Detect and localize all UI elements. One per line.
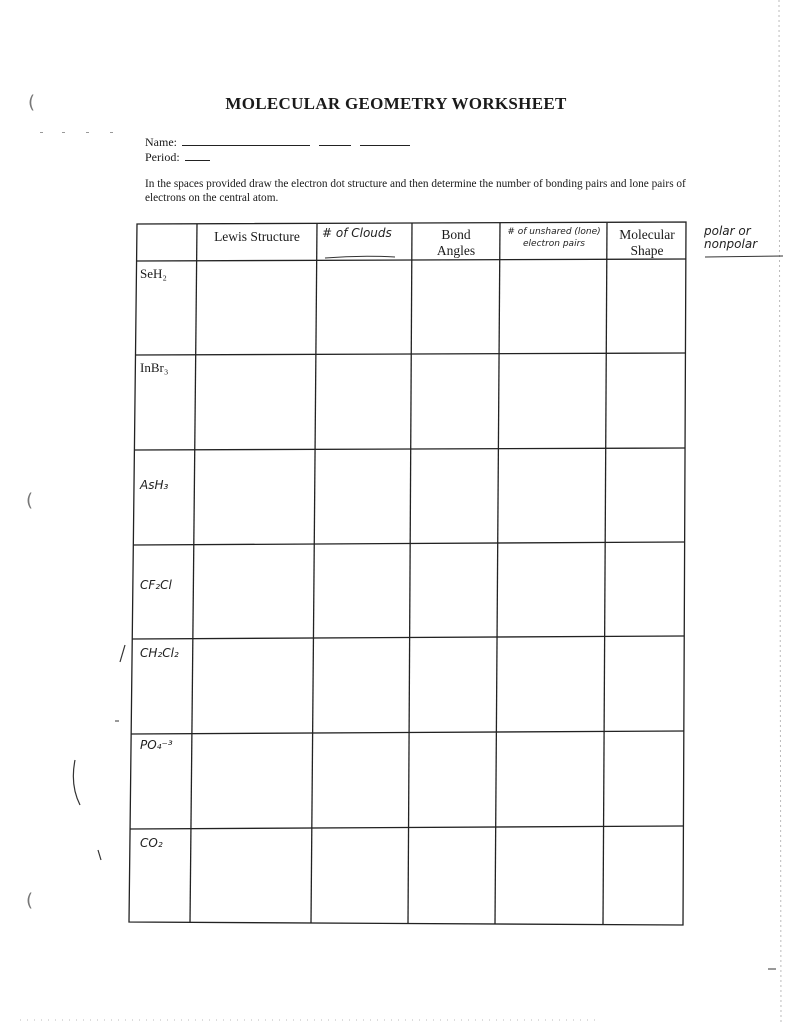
- row-label-ash3: AsH₃: [140, 478, 169, 492]
- row-divider-2: [134, 448, 685, 450]
- side-note-line2: nonpolar: [704, 237, 758, 251]
- name-label: Name:: [145, 135, 177, 149]
- header-lewis-structure: Lewis Structure: [214, 229, 300, 244]
- clouds-underline: [325, 256, 395, 258]
- margin-mark-top: (: [28, 92, 36, 113]
- header-unshared-pairs: # of unshared (lone) electron pairs: [507, 227, 601, 249]
- header-bond-angles: [412, 227, 500, 259]
- name-line-2: [319, 134, 351, 146]
- row-label-seh2: SeH₂: [140, 266, 167, 281]
- worksheet-title: MOLECULAR GEOMETRY WORKSHEET: [225, 94, 567, 113]
- row-label-po4: PO₄⁻³: [140, 738, 173, 752]
- row-label-cf2cl: CF₂Cl: [140, 578, 172, 592]
- margin-mark-bottom: (: [26, 890, 34, 911]
- table-border: [129, 222, 686, 925]
- header-bond-angles-line1: Bond: [441, 227, 471, 242]
- col-divider-1: [190, 224, 197, 923]
- row-label-ch2cl2: CH₂Cl₂: [140, 646, 179, 660]
- header-molecular-shape-line1: Molecular: [619, 227, 675, 242]
- row-divider-4: [132, 636, 684, 639]
- header-divider: [136, 259, 686, 261]
- row-divider-1: [135, 353, 686, 355]
- instructions: In the spaces provided draw the electron dot structure and then determine the number of bonding pairs and lone pairs of electrons on the central atom.: [145, 178, 686, 204]
- name-line-3: [360, 134, 410, 146]
- name-field: [145, 134, 410, 150]
- period-field: [145, 149, 210, 165]
- period-line[interactable]: [185, 149, 210, 161]
- row-label-inbr3: InBr₃: [140, 360, 169, 375]
- row-divider-3: [133, 542, 685, 545]
- header-molecular-shape: [607, 227, 687, 259]
- side-note-line1: polar or: [704, 224, 751, 238]
- side-note-polar-nonpolar: [704, 225, 757, 251]
- row-divider-6: [130, 826, 683, 829]
- period-label: Period:: [145, 150, 180, 164]
- col-divider-2: [311, 224, 317, 923]
- header-bond-angles-line2: Angles: [436, 243, 476, 258]
- header-number-of-clouds: # of Clouds: [322, 226, 392, 240]
- row-label-co2: CO₂: [140, 836, 163, 850]
- row-divider-5: [131, 731, 684, 734]
- col-divider-5: [603, 223, 607, 925]
- col-divider-4: [495, 223, 500, 924]
- name-line[interactable]: [182, 134, 310, 146]
- col-divider-3: [408, 223, 412, 924]
- header-molecular-shape-line2: Shape: [630, 243, 664, 258]
- margin-mark-middle: (: [26, 490, 34, 511]
